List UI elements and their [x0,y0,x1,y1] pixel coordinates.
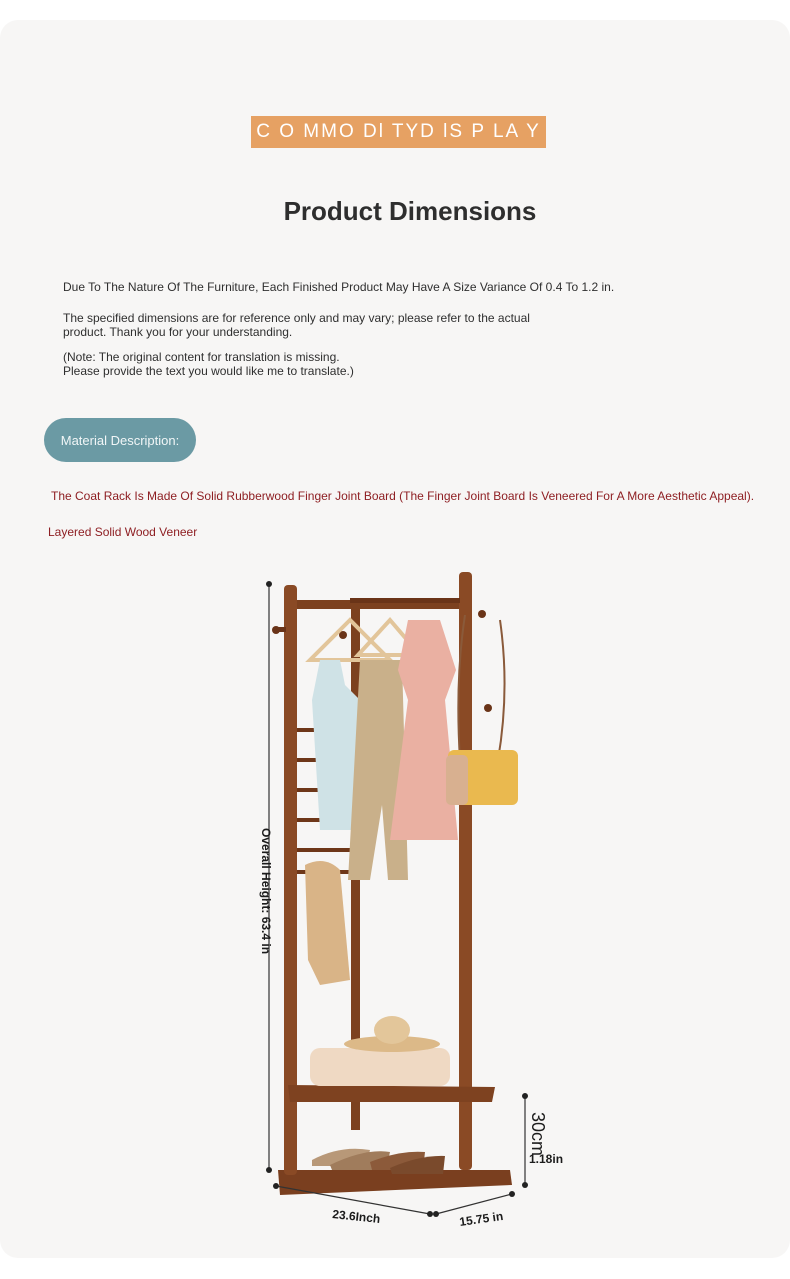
depth-label: 15.75 in [458,1208,505,1229]
material-description-pill: Material Description: [44,418,196,462]
overall-height-label: Overall Height: 63.4 in [259,828,273,955]
specified-note-line2: product. Thank you for your understanding. [63,325,293,339]
specified-note-line1: The specified dimensions are for reference only and may vary; please refer to the actual [63,311,530,325]
folded-clothes [310,1048,450,1086]
width-label: 23.6Inch [331,1207,381,1227]
variance-note: Due To The Nature Of The Furniture, Each Finished Product May Have A Size Variance Of 0.4 To 1.2 in. [63,280,615,294]
missing-note-line1: (Note: The original content for translation is missing. [63,350,340,364]
hanging-rod [350,598,460,603]
right-post [459,572,472,1170]
shelf-height-cm-label: 30cm [528,1112,548,1157]
missing-note-line2: Please provide the text you would like me to translate.) [63,364,354,378]
straw-hat-crown [374,1016,410,1044]
commodity-display-banner: C O MMO Dl TYD lS P LA Y [251,116,546,148]
scarf [305,861,350,985]
middle-shelf [288,1085,495,1102]
page-title: Product Dimensions [283,196,537,226]
shelf-height-in-label: 1.18in [529,1152,564,1166]
material-description-text: The Coat Rack Is Made Of Solid Rubberwood Finger Joint Board (The Finger Joint Board Is Veneered For A More Aesthetic Appeal). [51,489,755,503]
veneer-text: Layered Solid Wood Veneer [48,525,198,539]
coat-rack-illustration [240,560,580,1240]
